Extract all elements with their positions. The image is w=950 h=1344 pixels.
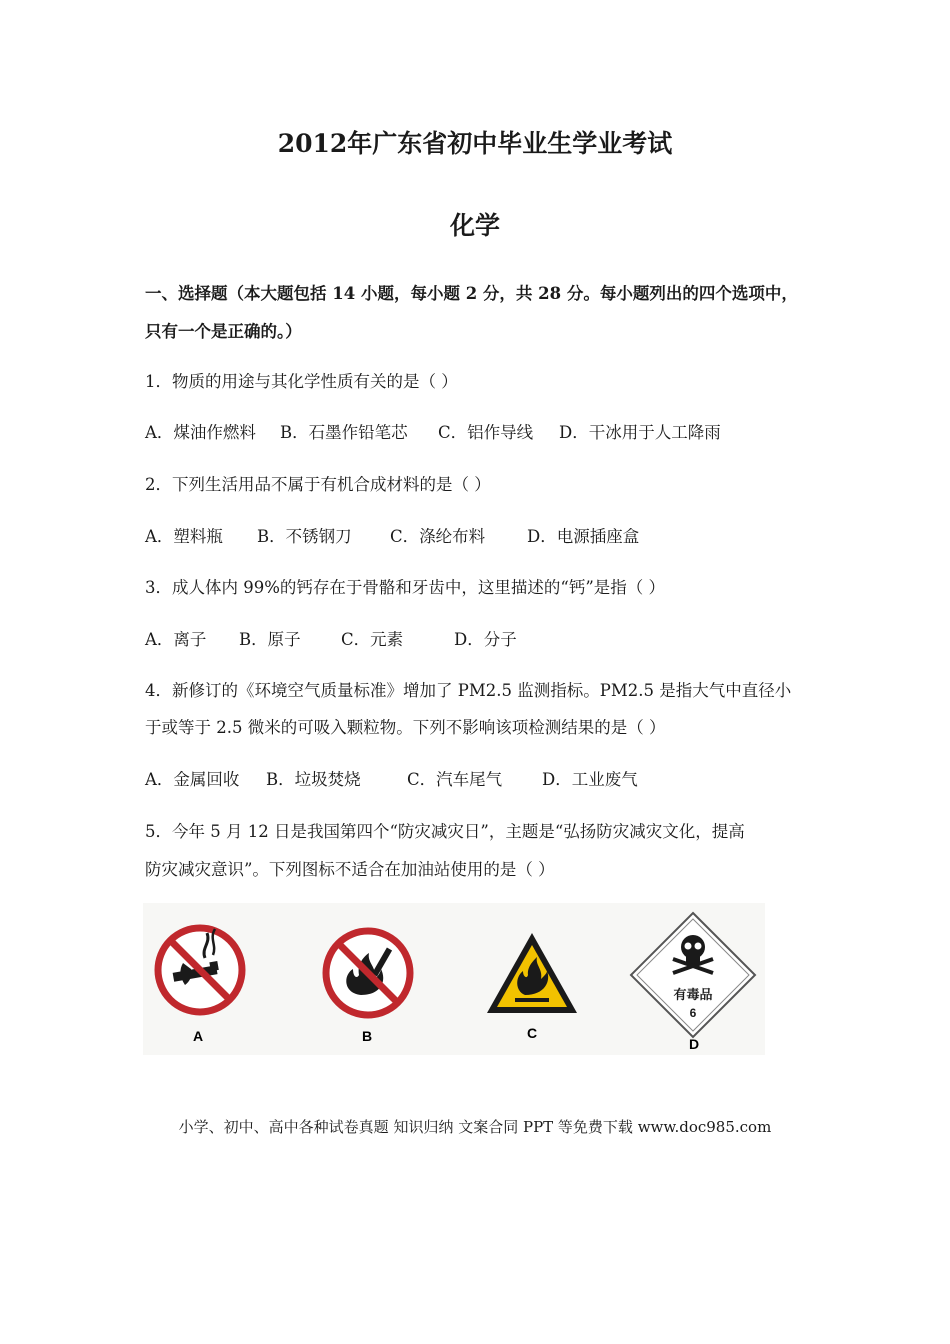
- option-d: D．分子: [454, 630, 517, 649]
- option-a: A．离子: [145, 630, 207, 649]
- subject-title: 化学: [449, 211, 500, 240]
- question-4-options: [145, 766, 638, 790]
- option-b: B．垃圾焚烧: [266, 770, 361, 789]
- option-a: A．金属回收: [145, 770, 240, 789]
- sign-label-d: D: [689, 1036, 700, 1052]
- safety-signs-figure: [143, 903, 765, 1055]
- toxic-label-text: 有毒品: [673, 987, 713, 1002]
- option-a: A．煤油作燃料: [145, 423, 256, 442]
- question-2-options: [145, 523, 639, 547]
- option-b: B．石墨作铅笔芯: [280, 423, 408, 442]
- flammable-warning-icon: [487, 933, 577, 1013]
- option-a: A．塑料瓶: [145, 527, 223, 546]
- question-4-line1: 4．新修订的《环境空气质量标准》增加了 PM2.5 监测指标。PM2.5 是指大气中直径小: [145, 681, 792, 700]
- question-3-options: [145, 626, 517, 650]
- option-c: C．涤纶布料: [390, 527, 486, 546]
- sign-label-b: B: [362, 1028, 373, 1044]
- section-heading-line1: 一、选择题（本大题包括 14 小题，每小题 2 分，共 28 分。每小题列出的四个选项中，: [145, 284, 798, 303]
- option-c: C．元素: [341, 630, 404, 649]
- question-1: 1．物质的用途与其化学性质有关的是（ ）: [145, 372, 458, 391]
- no-smoking-icon: [158, 928, 242, 1012]
- question-2: 2．下列生活用品不属于有机合成材料的是（ ）: [145, 475, 491, 494]
- exam-title: 2012年广东省初中毕业生学业考试: [277, 129, 673, 158]
- option-c: C．铝作导线: [438, 423, 534, 442]
- option-d: D．电源插座盒: [527, 527, 640, 546]
- question-1-options: [145, 419, 721, 443]
- option-d: D．干冰用于人工降雨: [559, 423, 721, 442]
- option-d: D．工业废气: [542, 770, 638, 789]
- option-b: B．不锈钢刀: [257, 527, 352, 546]
- toxic-class-number: 6: [689, 1006, 697, 1020]
- page-footer: 小学、初中、高中各种试卷真题 知识归纳 文案合同 PPT 等免费下载 www.doc985.com: [178, 1118, 772, 1136]
- no-open-flame-icon: [326, 931, 410, 1015]
- sign-label-c: C: [527, 1025, 538, 1041]
- question-3: 3．成人体内 99%的钙存在于骨骼和牙齿中，这里描述的“钙”是指（ ）: [145, 578, 666, 597]
- section-heading-line2: 只有一个是正确的。）: [145, 322, 302, 341]
- option-b: B．原子: [239, 630, 301, 649]
- sign-label-a: A: [193, 1028, 204, 1044]
- option-c: C．汽车尾气: [407, 770, 503, 789]
- question-5-line1: 5．今年 5 月 12 日是我国第四个“防灾减灾日”，主题是“弘扬防灾减灾文化，提高: [145, 822, 745, 841]
- question-5-line2: 防灾减灾意识”。下列图标不适合在加油站使用的是（ ）: [145, 860, 555, 879]
- question-4-line2: 于或等于 2.5 微米的可吸入颗粒物。下列不影响该项检测结果的是（ ）: [145, 718, 666, 737]
